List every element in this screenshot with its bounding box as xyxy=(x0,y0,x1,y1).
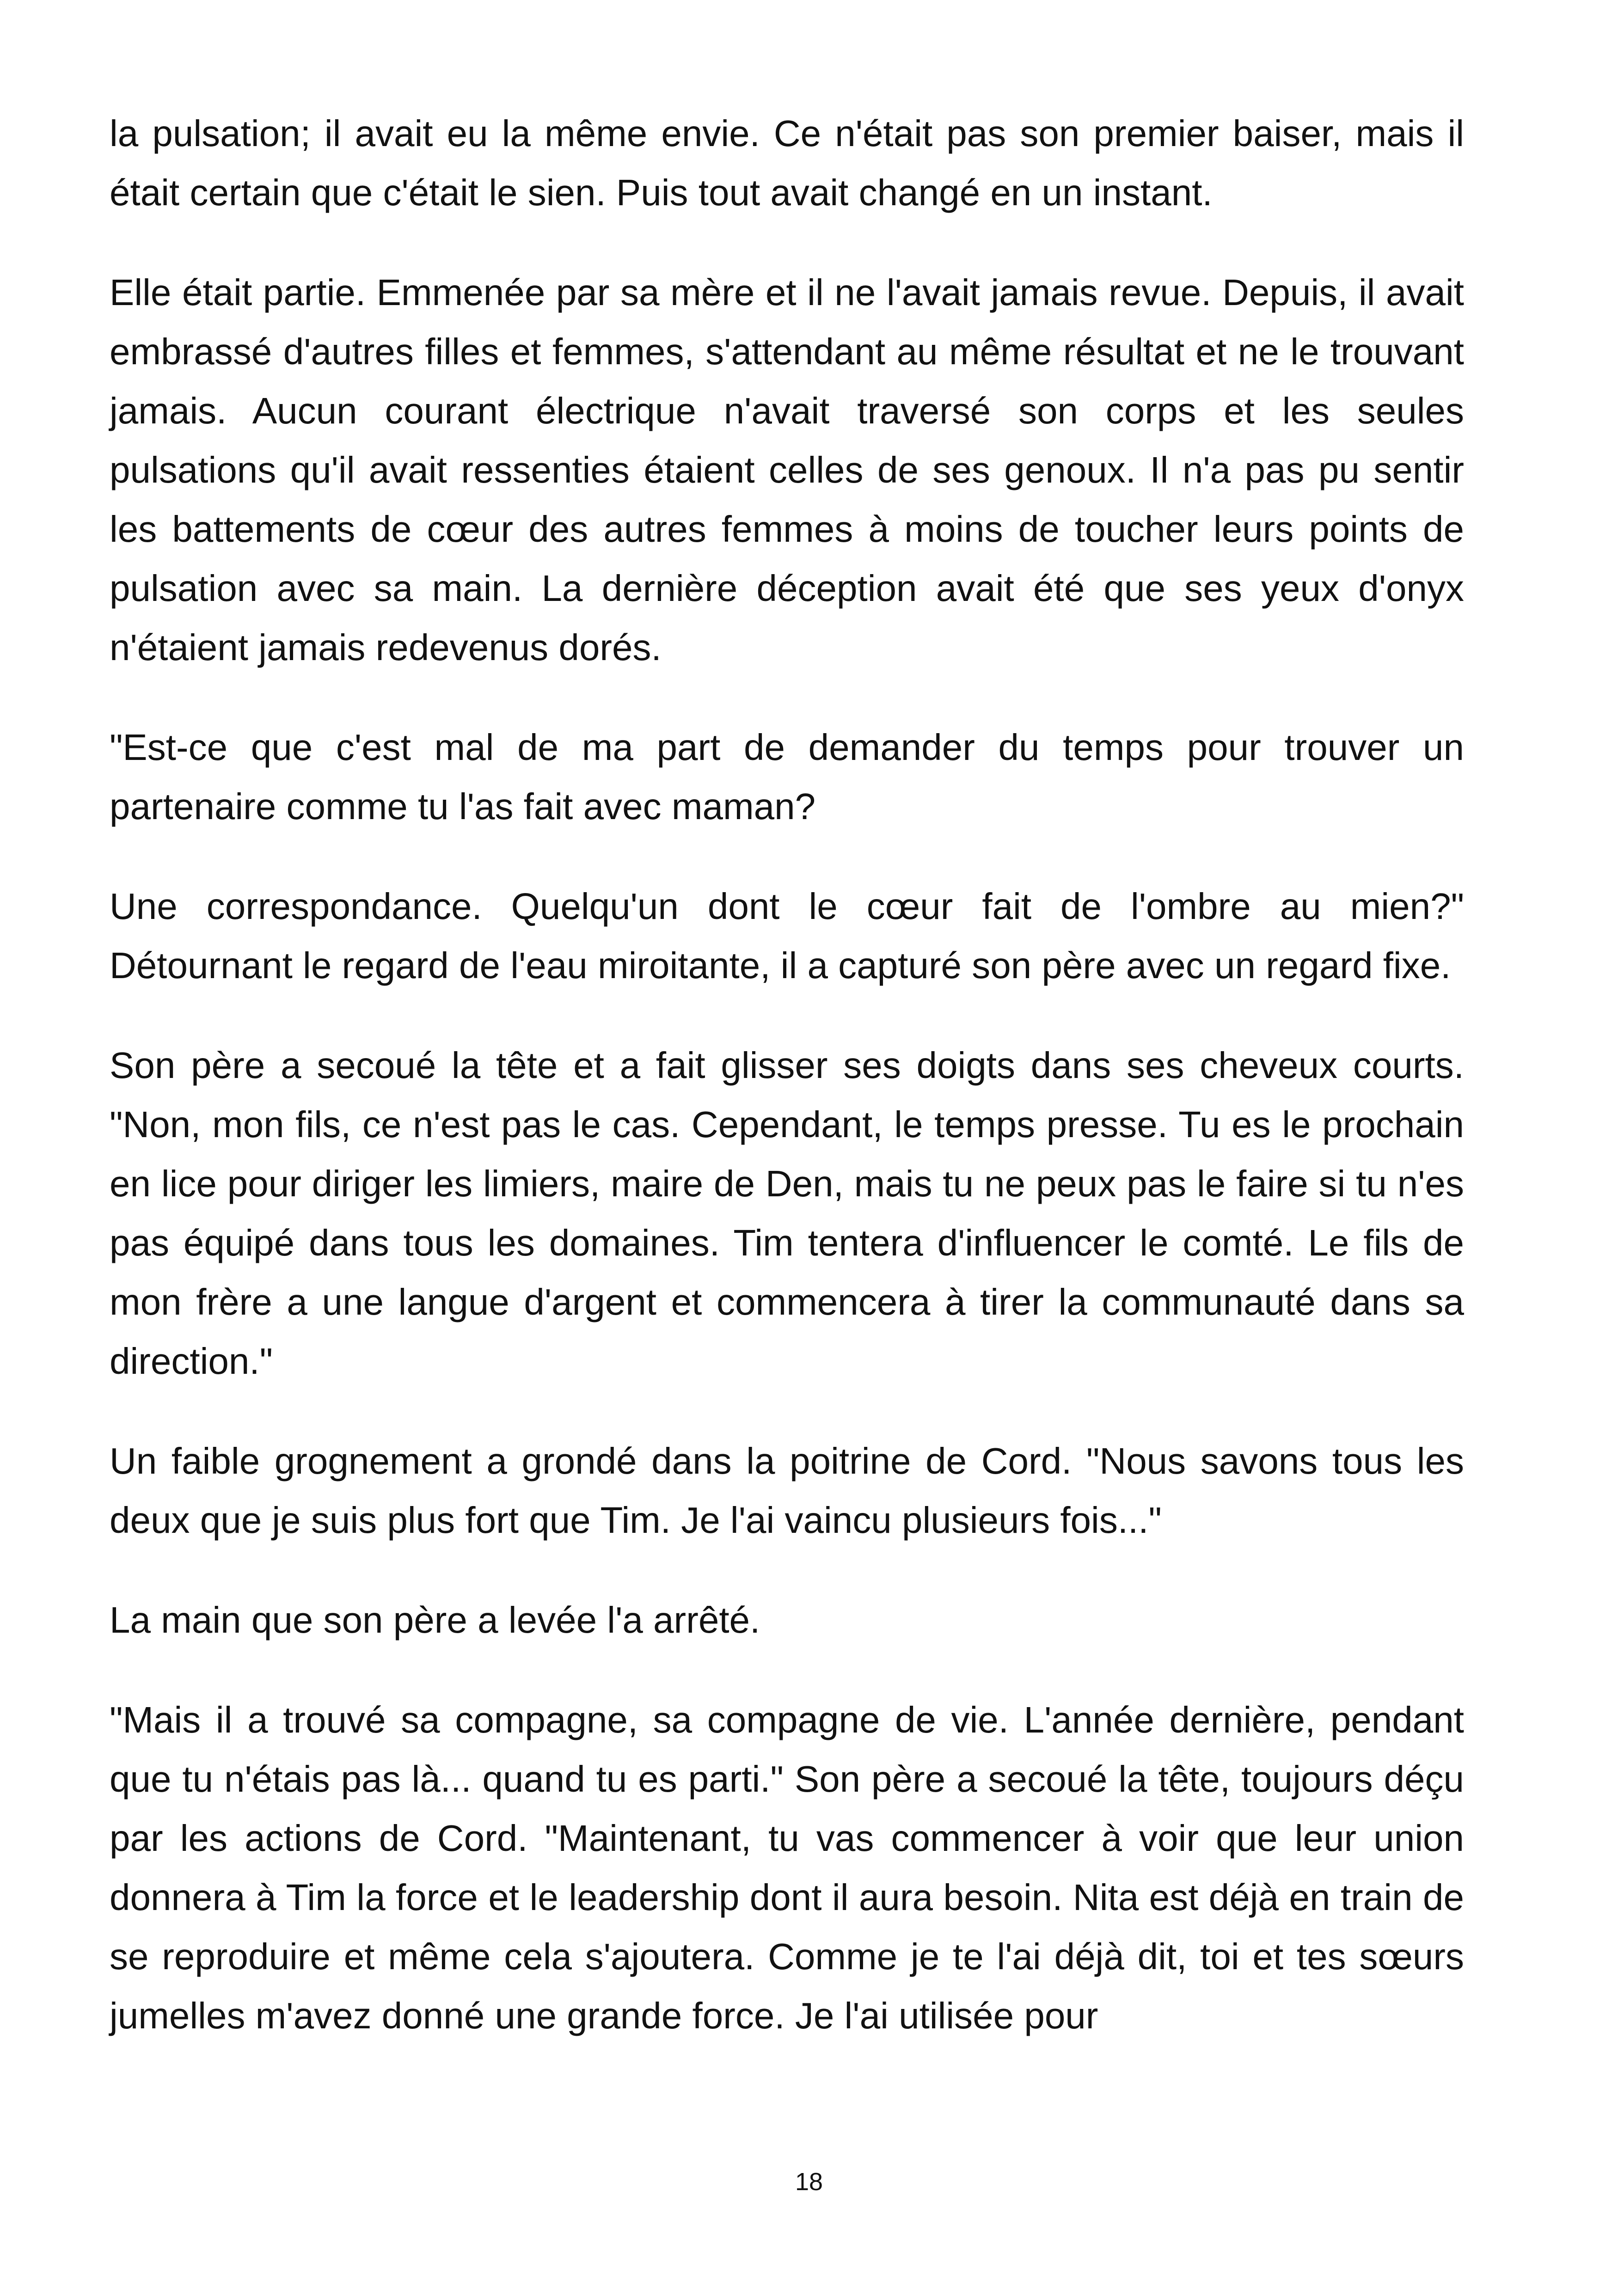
paragraph-6: Un faible grognement a grondé dans la poitrine de Cord. "Nous savons tous les deux que je suis plus fort que Tim. Je l'ai vaincu plusieurs fois..." xyxy=(110,1440,1464,1541)
paragraph-5: Son père a secoué la tête et a fait glisser ses doigts dans ses cheveux courts. "Non, mon fils, ce n'est pas le cas. Cependant, le temps presse. Tu es le prochain en lice pour diriger les limiers, maire de Den, mais tu ne peux pas le faire si tu n'es pas équipé dans tous les domaines. Tim tentera d'influencer le comté. Le fils de mon frère a une langue d'argent et commencera à tirer la communauté dans sa direction." xyxy=(110,1045,1464,1382)
paragraph-2: Elle était partie. Emmenée par sa mère et il ne l'avait jamais revue. Depuis, il avait embrassé d'autres filles et femmes, s'attendant au même résultat et ne le trouvant jamais. Aucun courant électrique n'avait traversé son corps et les seules pulsations qu'il avait ressenties étaient celles de ses genoux. Il n'a pas pu sentir les battements de cœur des autres femmes à moins de toucher leurs points de pulsation avec sa main. La dernière déception avait été que ses yeux d'onyx n'étaient jamais redevenus dorés. xyxy=(110,272,1464,668)
paragraph-3: "Est-ce que c'est mal de ma part de demander du temps pour trouver un partenaire comme tu l'as fait avec maman? xyxy=(110,727,1464,827)
paragraph-4: Une correspondance. Quelqu'un dont le cœur fait de l'ombre au mien?" Détournant le regard de l'eau miroitante, il a capturé son père avec un regard fixe. xyxy=(110,886,1464,986)
page-number: 18 xyxy=(795,2168,823,2196)
paragraph-8: "Mais il a trouvé sa compagne, sa compagne de vie. L'année dernière, pendant que tu n'étais pas là... quand tu es parti." Son père a secoué la tête, toujours déçu par les actions de Cord. "Maintenant, tu vas commencer à voir que leur union donnera à Tim la force et le leadership dont il aura besoin. Nita est déjà en train de se reproduire et même cela s'ajoutera. Comme je te l'ai déjà dit, toi et tes sœurs jumelles m'avez donné une grande force. Je l'ai utilisée pour xyxy=(110,1699,1464,2036)
paragraph-7: La main que son père a levée l'a arrêté. xyxy=(110,1599,760,1641)
paragraph-1: la pulsation; il avait eu la même envie. Ce n'était pas son premier baiser, mais il était certain que c'était le sien. Puis tout avait changé en un instant. xyxy=(110,113,1464,213)
body-text xyxy=(110,104,1464,2086)
